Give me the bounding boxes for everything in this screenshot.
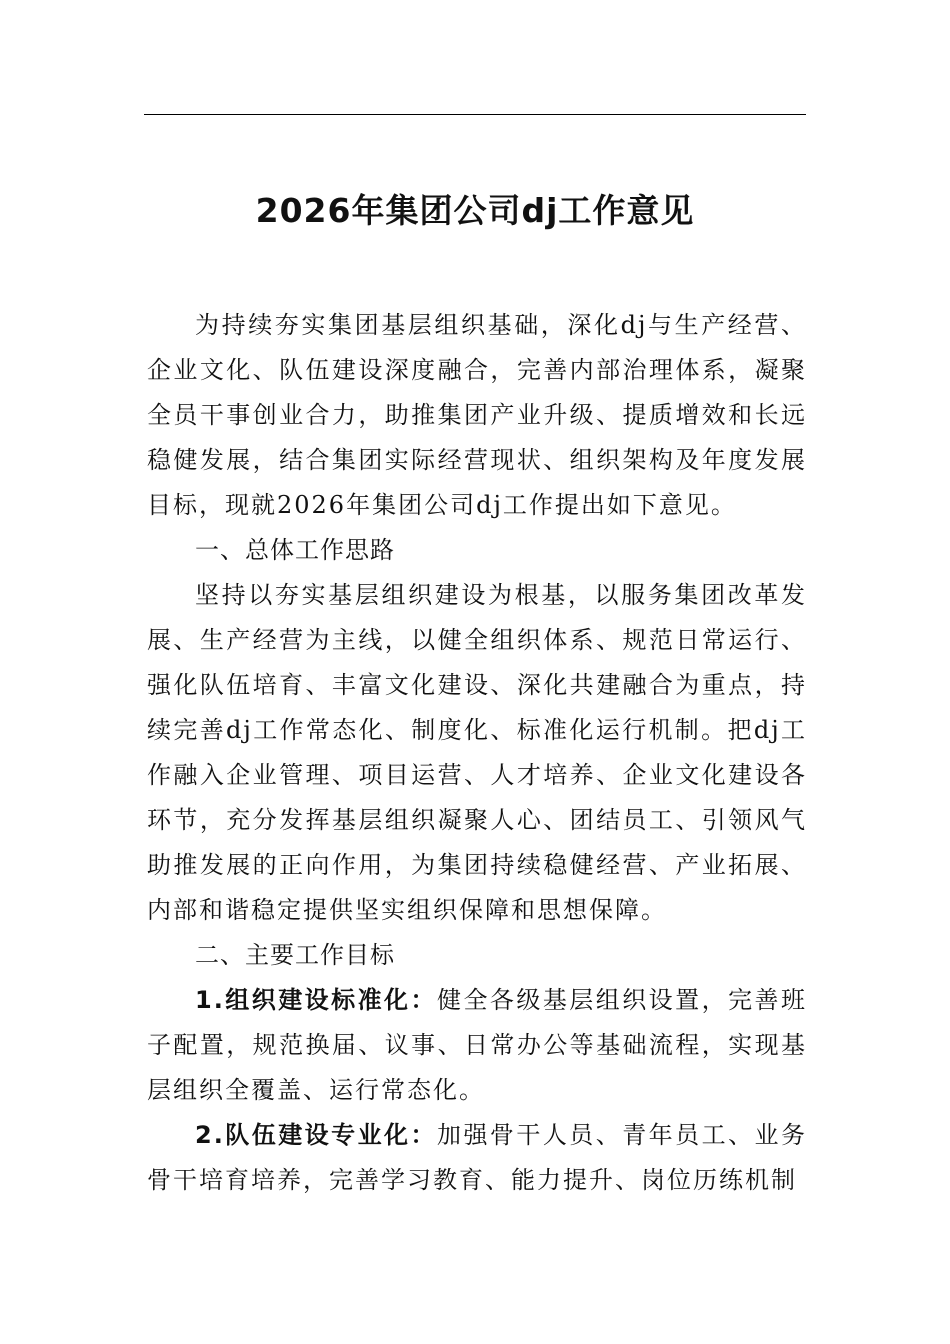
document-body: [147, 303, 807, 1203]
goal-item-text: 加强骨干人员、青年员工、业务骨干培育培养，完善学习教育、能力提升、岗位历练机制: [147, 1121, 807, 1194]
section-paragraph-overall-approach: 坚持以夯实基层组织建设为根基，以服务集团改革发展、生产经营为主线，以健全组织体系、规范日常运行、强化队伍培育、丰富文化建设、深化共建融合为重点，持续完善dj工作常态化、制度化、标准化运行机制。把dj工作融入企业管理、项目运营、人才培养、企业文化建设各环节，充分发挥基层组织凝聚人心、团结员工、引领风气助推发展的正向作用，为集团持续稳健经营、产业拓展、内部和谐稳定提供坚实组织保障和思想保障。: [147, 581, 807, 924]
section-heading-main-goals: 二、主要工作目标: [195, 941, 395, 969]
section-heading-overall-approach: 一、总体工作思路: [195, 536, 395, 564]
goal-item-lead: 1.组织建设标准化：: [195, 986, 437, 1014]
header-rule: [144, 114, 806, 115]
document-title: 2026年集团公司dj工作意见: [255, 191, 695, 230]
intro-paragraph: 为持续夯实集团基层组织基础，深化dj与生产经营、企业文化、队伍建设深度融合，完善内部治理体系，凝聚全员干事创业合力，助推集团产业升级、提质增效和长远稳健发展，结合集团实际经营现状、组织架构及年度发展目标，现就2026年集团公司dj工作提出如下意见。: [147, 311, 807, 519]
goal-item-team: [147, 1113, 807, 1203]
goal-item-text: 健全各级基层组织设置，完善班子配置，规范换届、议事、日常办公等基础流程，实现基层组织全覆盖、运行常态化。: [147, 986, 807, 1104]
goal-item-lead: 2.队伍建设专业化：: [195, 1121, 437, 1149]
goal-item-organization: [147, 978, 807, 1113]
